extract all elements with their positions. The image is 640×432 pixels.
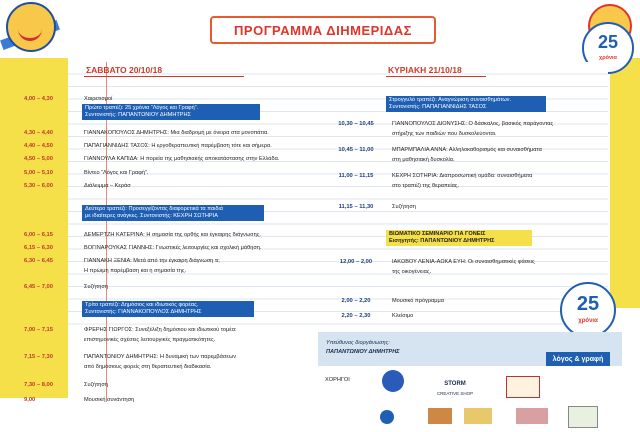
schedule-item: Μουσικό πρόγραμμα	[392, 298, 444, 304]
schedule-item-cont: επιστημονικές σχέσεις λειτουργικές πραγματικότητες.	[84, 337, 216, 343]
time-slot: 6,30 – 6,45	[24, 258, 54, 264]
schedule-item: ΒΟΓΙΝΑΡΟΥΚΑΣ ΓΙΑΝΝΗΣ: Γνωστικές λειτουργίες και σχολική μάθηση.	[84, 245, 262, 251]
schedule-item: Συζήτηση	[84, 284, 108, 290]
panel-heading: Πρώτο τραπέζι: 25 χρόνια “Λόγος και Γραφή”. Συντονιστής: ΠΑΠΑΝΤΩΝΙΟΥ ΔΗΜΗΤΡΗΣ	[82, 104, 260, 120]
time-slot: 6,45 – 7,00	[24, 284, 54, 290]
schedule-item-cont: από δημόσιους φορείς στη θεραπευτική διαδικασία.	[84, 364, 212, 370]
schedule-item: Κλείσιμο	[392, 313, 414, 319]
time-slot: 7,00 – 7,15	[24, 327, 54, 333]
smiley-face-icon	[6, 2, 56, 52]
schedule-item: Συζήτηση	[84, 382, 108, 388]
sponsor-logo-musicschool	[506, 376, 540, 398]
schedule-item: ΓΙΑΝΝΟΥΛΑ ΚΑΠΙΔΑ: Η πορεία της μαθησιακής αποκατάστασης στην Ελλάδα.	[84, 156, 280, 162]
schedule-item: Χαιρετισμοί	[84, 96, 113, 102]
time-slot: 9,00	[24, 397, 36, 403]
time-slot: 10,45 – 11,00	[338, 147, 374, 153]
schedule-item: ΠΑΠΑΝΤΩΝΙΟΥ ΔΗΜΗΤΡΗΣ: Η δυναμική των παρεμβάσεων	[84, 354, 236, 360]
time-slot: 6,00 – 6,15	[24, 232, 54, 238]
schedule-item-cont: Η πρώιμη παρέμβαση και η σημασία της.	[84, 268, 187, 274]
anniversary-badge: 25 χρόνια	[560, 282, 616, 338]
time-slot: 4,50 – 5,00	[24, 156, 54, 162]
page-title: ΠΡΟΓΡΑΜΜΑ ΔΙΗΜΕΡΙΔΑΣ	[210, 16, 436, 44]
schedule-item-cont: στο τραπέζι της θεραπείας.	[392, 183, 460, 189]
day2-header-rule	[386, 76, 486, 77]
organizer-label: Υπεύθυνος διοργάνωσης:	[326, 340, 390, 346]
right-yellow-band	[610, 58, 640, 308]
left-yellow-band	[0, 58, 68, 398]
time-slot: 11,00 – 11,15	[338, 173, 374, 179]
sponsor-storm: STORM	[444, 381, 466, 387]
schedule-item: ΚΕΧΡΗ ΣΩΤΗΡΙΑ: Διαπροσωπική ομάδα: συναισθήματα	[392, 173, 533, 179]
logo-logos-kai-grafi: λόγος & γραφή	[546, 352, 610, 366]
anniversary-badge-top: 25 χρόνια	[582, 22, 634, 74]
day1-header: ΣΑΒΒΑΤΟ 20/10/18	[86, 65, 163, 75]
time-slot: 5,30 – 6,00	[24, 183, 54, 189]
time-slot: 11,15 – 11,30	[338, 204, 374, 210]
time-slot: 7,30 – 8,00	[24, 382, 54, 388]
panel-heading: Δεύτερο τραπέζι: Προσεγγίζοντας διαφορετικά τα παιδιά με ιδιαίτερες ανάγκες. Συντονιστής: ΚΕΧΡΗ ΣΩΤΗΡΙΑ	[82, 205, 264, 221]
seminar-heading: ΒΙΩΜΑΤΙΚΟ ΣΕΜΙΝΑΡΙΟ ΓΙΑ ΓΟΝΕΙΣ Εισηγητής: ΠΑΠΑΝΤΩΝΙΟΥ ΔΗΜΗΤΡΗΣ	[386, 230, 532, 246]
sponsor-logo-small-3	[464, 408, 492, 424]
time-slot: 12,00 – 2,00	[339, 259, 373, 265]
sponsor-logo-small-4	[516, 408, 548, 424]
sponsors-label: ΧΟΡΗΓΟΙ	[325, 377, 350, 383]
organizer-name: ΠΑΠΑΝΤΩΝΙΟΥ ΔΗΜΗΤΡΗΣ	[326, 349, 400, 355]
schedule-item-cont: στη μαθησιακή δυσκολία.	[392, 157, 455, 163]
time-slot: 6,15 – 6,30	[24, 245, 54, 251]
sponsor-logo-power	[382, 370, 404, 392]
time-slot: 2,20 – 2,30	[341, 313, 371, 319]
panel-heading: Τρίτο τραπέζι: Δημόσιος και ιδιωτικός φορέας. Συντονιστής: ΓΙΑΝΝΑΚΟΠΟΥΛΟΣ ΔΗΜΗΤΡΗΣ	[82, 301, 254, 317]
time-slot: 4,00 – 4,30	[24, 96, 54, 102]
schedule-item: ΜΠΑΡΜΠΑΛΙΑ ΑΝΝΑ: Αλληλοκαθορισμός και συναισθήματα	[392, 147, 542, 153]
schedule-item: ΙΑΚΩΒΟΥ ΛΕΝΙΑ-ΑΩΚΑ ΕΥΗ: Οι συναισθηματικές φάσεις	[392, 259, 535, 265]
schedule-item: ΓΙΑΝΝΑΚΗ ΞΕΝΙΑ: Μετά από την έγκαιρη διάγνωση τι;	[84, 258, 220, 264]
time-slot: 5,00 – 5,10	[24, 170, 54, 176]
schedule-item-cont: στήριξης των παιδιών που δυσκολεύονται.	[392, 131, 497, 137]
time-slot: 4,40 – 4,50	[24, 143, 54, 149]
sponsor-storm-sub: CREATIVE SHOP	[436, 390, 474, 396]
time-slot: 7,15 – 7,30	[24, 354, 54, 360]
schedule-item: Βίντεο “Λόγος και Γραφή”.	[84, 170, 149, 176]
schedule-item-cont: της οικογένειας.	[392, 269, 432, 275]
schedule-item: Συζήτηση	[392, 204, 416, 210]
time-slot: 4,30 – 4,40	[24, 130, 54, 136]
time-slot: 10,30 – 10,45	[338, 121, 374, 127]
schedule-item: ΦΡΕΡΗΣ ΓΙΩΡΓΟΣ: Συνεξέλιξη δημόσιου και ιδιωτικού τομέα:	[84, 327, 237, 333]
sponsor-logo-small-2	[428, 408, 452, 424]
day2-header: ΚΥΡΙΑΚΗ 21/10/18	[388, 65, 462, 75]
schedule-item: Διάλειμμα – Κεράσ	[84, 183, 131, 189]
panel-heading: Στρογγυλό τραπέζι: Αναγνώριση συναισθημάτων. Συντονιστής: ΠΑΠΑΓΙΑΝΝΙΔΗΣ ΤΑΣΟΣ	[386, 96, 546, 112]
sponsor-logo-small-1	[380, 410, 394, 424]
schedule-item: ΓΙΑΝΝΟΠΟΥΛΟΣ ΔΙΟΝΥΣΗΣ: Ο δάσκαλος, βασικός παράγοντας	[392, 121, 554, 127]
day1-header-rule	[84, 76, 244, 77]
time-slot: 2,00 – 2,20	[341, 298, 371, 304]
schedule-item: Μουσική συνάντηση	[84, 397, 135, 403]
schedule-item: ΠΑΠΑΓΙΑΝΝΙΔΗΣ ΤΑΣΟΣ: Η εργοθεραπευτική παρέμβαση τότε και σήμερα.	[84, 143, 272, 149]
schedule-item: ΔΕΜΕΡΤΖΗ ΚΑΤΕΡΙΝΑ: Η σημασία της ορθής και έγκαιρης διάγνωσης.	[84, 232, 261, 238]
schedule-item: ΓΙΑΝΝΑΚΟΠΟΥΛΟΣ ΔΗΜΗΤΡΗΣ: Μια διαδρομή με όνειρα στα μονοπάτια.	[84, 130, 269, 136]
sponsor-logo-small-5	[568, 406, 598, 428]
